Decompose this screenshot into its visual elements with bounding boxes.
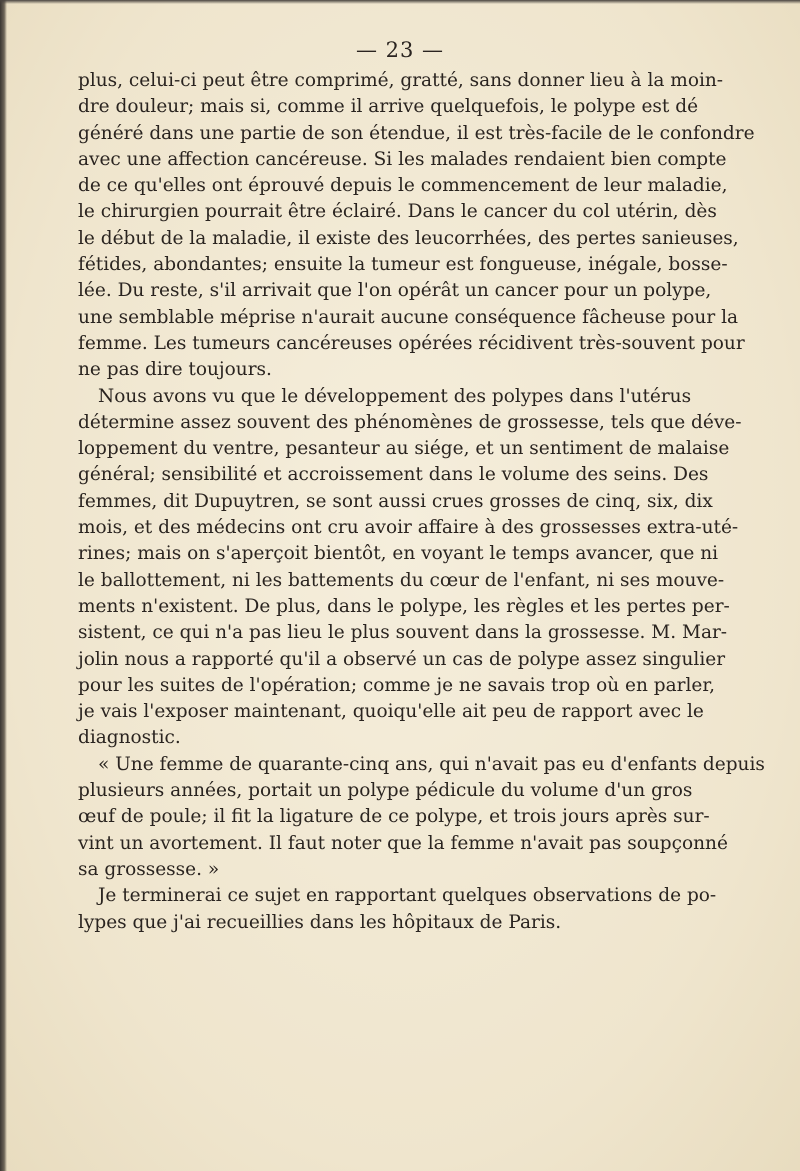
text-line: femme. Les tumeurs cancéreuses opérées récidivent très-souvent pour bbox=[78, 332, 745, 354]
text-line: le début de la maladie, il existe des leucorrhées, des pertes sanieuses, bbox=[78, 227, 739, 249]
text-line: détermine assez souvent des phénomènes de grossesse, tels que déve- bbox=[78, 411, 742, 433]
text-line: femmes, dit Dupuytren, se sont aussi crues grosses de cinq, six, dix bbox=[78, 490, 713, 512]
text-line: de ce qu'elles ont éprouvé depuis le commencement de leur maladie, bbox=[78, 175, 728, 197]
text-line: loppement du ventre, pesanteur au siége, et un sentiment de malaise bbox=[78, 438, 730, 460]
text-line: jolin nous a rapporté qu'il a observé un cas de polype assez singulier bbox=[78, 648, 726, 670]
page-top-edge bbox=[0, 0, 800, 4]
text-line: sa grossesse. » bbox=[78, 858, 220, 880]
text-line: dre douleur; mais si, comme il arrive quelquefois, le polype est dé bbox=[78, 96, 699, 118]
text-line: « Une femme de quarante-cinq ans, qui n'avait pas eu d'enfants depuis bbox=[98, 753, 765, 775]
text-line: général; sensibilité et accroissement dans le volume des seins. Des bbox=[78, 464, 709, 486]
text-line: le chirurgien pourrait être éclairé. Dans le cancer du col utérin, dès bbox=[78, 201, 717, 223]
text-line: Je terminerai ce sujet en rapportant quelques observations de po- bbox=[98, 885, 717, 907]
page-number: — 23 — bbox=[355, 38, 445, 62]
text-line: généré dans une partie de son étendue, il est très-facile de le confondre bbox=[78, 122, 755, 144]
text-line: rines; mais on s'aperçoit bientôt, en voyant le temps avancer, que ni bbox=[78, 543, 719, 565]
text-line: œuf de poule; il fit la ligature de ce polype, et trois jours après sur- bbox=[78, 806, 710, 828]
text-line: une semblable méprise n'aurait aucune conséquence fâcheuse pour la bbox=[78, 306, 739, 328]
text-line: sistent, ce qui n'a pas lieu le plus souvent dans la grossesse. M. Mar- bbox=[78, 622, 728, 644]
text-line: Nous avons vu que le développement des polypes dans l'utérus bbox=[98, 385, 692, 407]
text-line: le ballottement, ni les battements du cœur de l'enfant, ni ses mouve- bbox=[78, 569, 725, 591]
text-line: lée. Du reste, s'il arrivait que l'on opérât un cancer pour un polype, bbox=[78, 280, 712, 302]
text-line: vint un avortement. Il faut noter que la femme n'avait pas soupçonné bbox=[78, 832, 728, 854]
text-line: mois, et des médecins ont cru avoir affaire à des grossesses extra-uté- bbox=[78, 517, 739, 539]
page-binding-edge bbox=[0, 0, 7, 1171]
text-line: avec une affection cancéreuse. Si les malades rendaient bien compte bbox=[78, 148, 727, 170]
text-line: lypes que j'ai recueillies dans les hôpitaux de Paris. bbox=[78, 911, 562, 933]
text-line: ne pas dire toujours. bbox=[78, 359, 272, 381]
text-line: pour les suites de l'opération; comme je ne savais trop où en parler, bbox=[78, 674, 716, 696]
text-line: plusieurs années, portait un polype pédicule du volume d'un gros bbox=[78, 780, 693, 802]
body-text bbox=[78, 68, 765, 936]
text-line: ments n'existent. De plus, dans le polype, les règles et les pertes per- bbox=[78, 595, 730, 617]
text-line: fétides, abondantes; ensuite la tumeur est fongueuse, inégale, bosse- bbox=[78, 254, 728, 276]
text-line: je vais l'exposer maintenant, quoiqu'elle ait peu de rapport avec le bbox=[78, 701, 704, 723]
text-line: diagnostic. bbox=[78, 727, 181, 749]
text-line: plus, celui-ci peut être comprimé, gratté, sans donner lieu à la moin- bbox=[78, 70, 724, 91]
